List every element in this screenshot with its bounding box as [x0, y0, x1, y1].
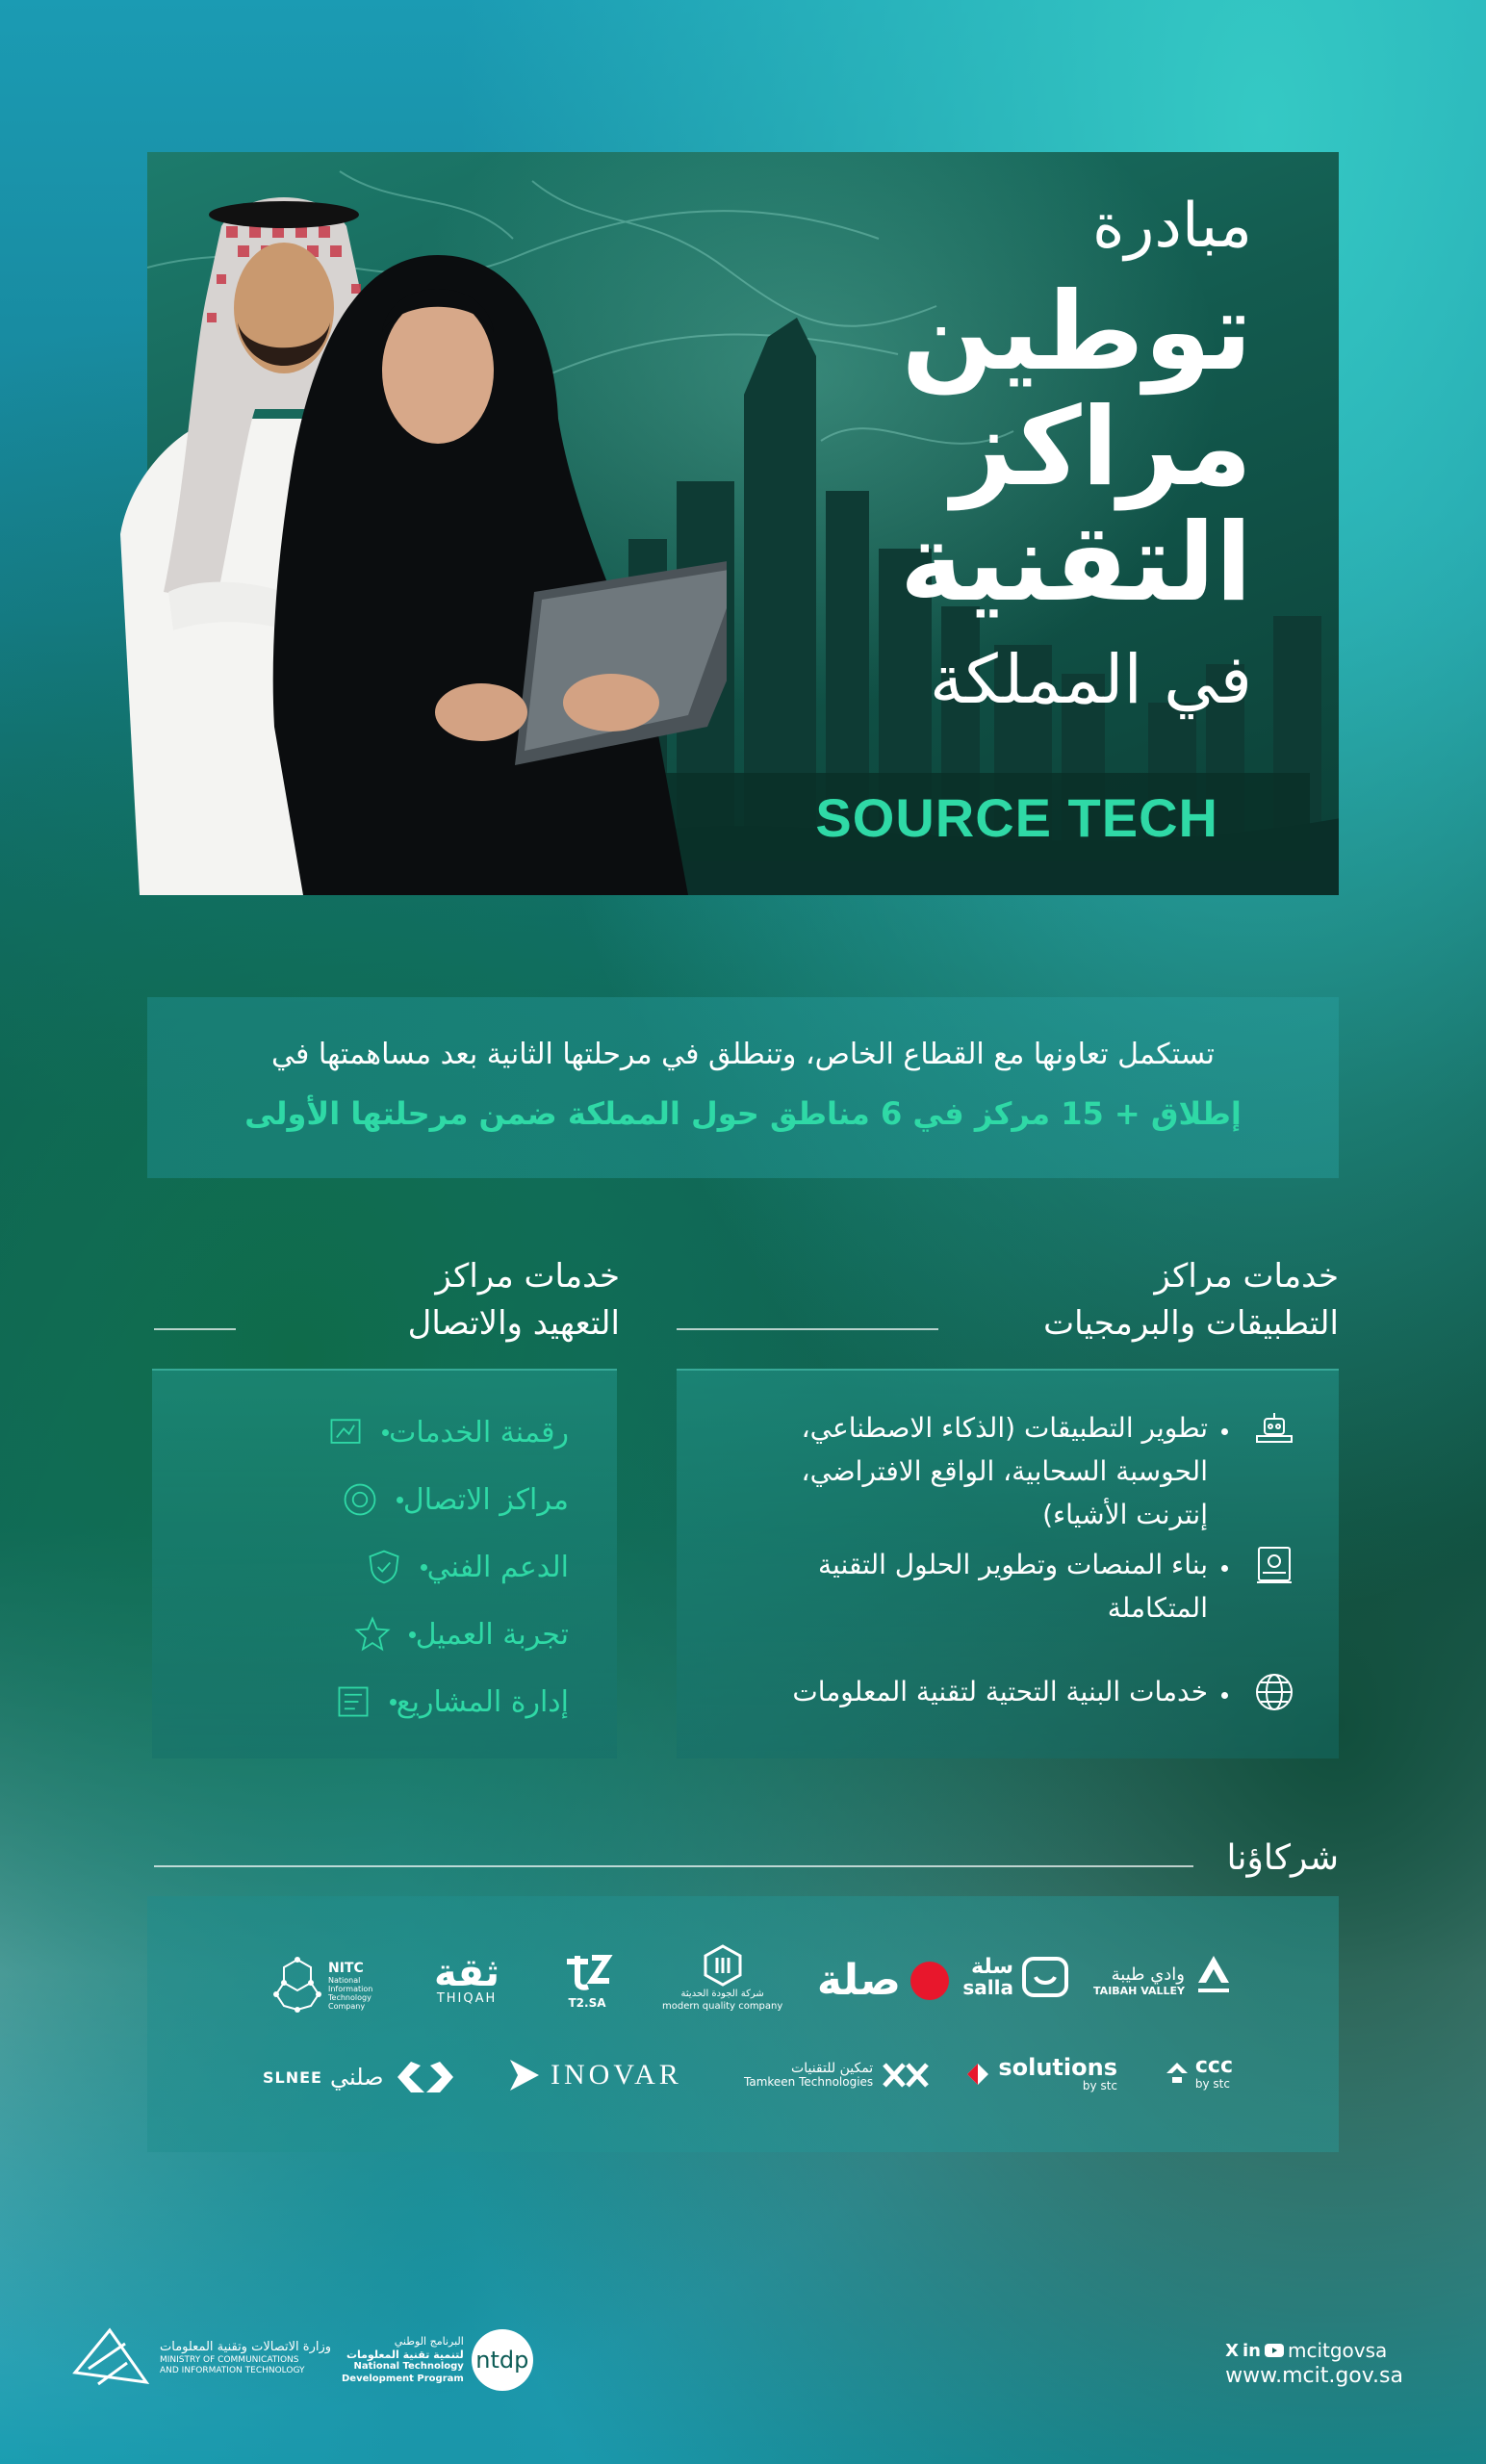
- hero-line-tech: التقنية: [899, 500, 1252, 626]
- digitization-icon: [326, 1413, 365, 1451]
- youtube-icon[interactable]: [1265, 2344, 1284, 2357]
- ccc-stc-logo: [1165, 2055, 1233, 2091]
- outsourcing-item-text: رقمنة الخدمات: [389, 1415, 569, 1450]
- outsourcing-title-line2: التعهيد والاتصال: [407, 1304, 620, 1344]
- slnee-logo: [263, 2058, 459, 2096]
- solutions-by: by stc: [1082, 2079, 1117, 2093]
- t2-mark-icon: [561, 1952, 613, 1996]
- t2-en: T2.SA: [568, 1996, 606, 2010]
- apps-title-line2: التطبيقات والبرمجيات: [1043, 1304, 1339, 1344]
- apps-services-card: [677, 1369, 1339, 1758]
- list-item: [309, 1682, 569, 1721]
- list-item: [340, 1548, 569, 1586]
- bullet: [390, 1699, 397, 1706]
- hero-title: [675, 191, 1252, 719]
- hero-line-localization: توطين: [901, 270, 1252, 395]
- platform-gear-icon: [1253, 1544, 1295, 1586]
- salla-bag-icon: [1021, 1956, 1069, 1998]
- ccc-arrow-icon: [1165, 2061, 1190, 2086]
- solutions-stc-logo: [965, 2055, 1117, 2093]
- mcit-en1: MINISTRY OF COMMUNICATIONS: [160, 2354, 299, 2365]
- mcit-emblem-icon: [69, 2324, 152, 2392]
- website-link[interactable]: www.mcit.gov.sa: [1225, 2364, 1403, 2388]
- bullet: [1221, 1692, 1228, 1699]
- mcit-en2: AND INFORMATION TECHNOLOGY: [160, 2366, 305, 2376]
- quality-ar: شركة الجودة الحديثة: [680, 1989, 764, 1999]
- sela-ar: صلة: [816, 1956, 901, 2005]
- outsourcing-item-text: مراكز الاتصال: [402, 1482, 569, 1517]
- taibah-valley-logo: [1093, 1954, 1233, 2008]
- outsourcing-item-text: تجربة العميل: [415, 1617, 569, 1652]
- salla-logo: [962, 1956, 1069, 1998]
- outsourcing-title-divider: [154, 1328, 236, 1330]
- apps-item-text: بناء المنصات وتطوير الحلول التقنية المتكاملة: [818, 1549, 1208, 1624]
- mcit-ar: وزارة الاتصالات وتقنية المعلومات: [160, 2339, 332, 2354]
- thiqah-logo: [434, 1951, 500, 2006]
- solutions-main: solutions: [998, 2054, 1117, 2081]
- apps-title-divider: [677, 1328, 938, 1330]
- bullet: [1221, 1428, 1228, 1435]
- ntdp-ar2: لتنمية تقنية المعلومات: [346, 2348, 464, 2361]
- partners-divider: [154, 1865, 1193, 1867]
- salla-en: salla: [962, 1976, 1013, 1999]
- inovar-arrow-icon: [508, 2058, 541, 2092]
- tamkeen-ar: تمكين للتقنيات: [791, 2061, 874, 2076]
- slnee-en: SLNEE: [263, 2067, 322, 2087]
- bullet: [409, 1631, 416, 1638]
- social-links: [1225, 2339, 1403, 2362]
- nitc-sub: National Information Technology Company: [328, 1976, 373, 2011]
- list-item: [316, 1480, 569, 1519]
- outsourcing-section-title: [158, 1253, 620, 1348]
- social-handle[interactable]: mcitgovsa: [1287, 2339, 1388, 2362]
- taibah-valley-mark-icon: [1194, 1954, 1233, 2008]
- nitc-logo: [272, 1956, 405, 2015]
- ntdp-en1: National Technology: [353, 2361, 464, 2373]
- bullet: [382, 1429, 389, 1436]
- taibah-en: TAIBAH VALLEY: [1093, 1985, 1185, 1997]
- project-board-icon: [334, 1682, 372, 1721]
- source-tech-badge: SOURCE TECH: [636, 773, 1310, 861]
- ntdp-mark: ntdp: [472, 2329, 533, 2391]
- ccc-main: ccc: [1194, 2054, 1233, 2078]
- footer-contact: [1225, 2339, 1403, 2388]
- bullet: [397, 1497, 403, 1503]
- apps-item-text: خدمات البنية التحتية لتقنية المعلومات: [792, 1676, 1208, 1707]
- support-shield-icon: [365, 1548, 403, 1586]
- ccc-by: by stc: [1194, 2077, 1230, 2092]
- outsourcing-title-line1: خدمات مراكز: [435, 1257, 620, 1296]
- bullet: [421, 1564, 427, 1571]
- solutions-diamond-icon: [965, 2062, 990, 2087]
- hero-line-kingdom: في المملكة: [929, 640, 1252, 719]
- list-item: [727, 1544, 1295, 1630]
- outsourcing-item-text: إدارة المشاريع: [396, 1684, 569, 1719]
- sela-logo: [817, 1956, 949, 2005]
- nitc-en: NITC: [328, 1961, 364, 1976]
- info-line-intro: تستكمل تعاونها مع القطاع الخاص، وتنطلق في مرحلتها الثانية بعد مساهمتها في: [271, 1038, 1215, 1071]
- globe-icon: [1253, 1671, 1295, 1713]
- nitc-hex-network-icon: [272, 1956, 322, 2015]
- slnee-ar: صلني: [329, 2064, 384, 2091]
- ntdp-en2: Development Program: [342, 2373, 464, 2384]
- tamkeen-logo: [744, 2062, 933, 2090]
- apps-section-title: [800, 1253, 1339, 1348]
- modern-quality-logo: [662, 1944, 782, 2012]
- info-banner: [147, 997, 1339, 1178]
- list-item: [727, 1671, 1295, 1714]
- ntdp-logo: [342, 2329, 533, 2391]
- sela-red-dot-icon: [910, 1962, 949, 2000]
- tamkeen-en: Tamkeen Technologies: [744, 2075, 874, 2090]
- list-item: [328, 1615, 569, 1654]
- outsourcing-services-card: [152, 1369, 617, 1758]
- call-center-icon: [341, 1480, 379, 1519]
- list-item: [301, 1413, 569, 1451]
- quality-en: modern quality company: [662, 2001, 783, 2012]
- thiqah-ar: ثقة: [434, 1951, 500, 1995]
- info-line-highlight: إطلاق + 15 مركز في 6 مناطق حول المملكة ضمن مرحلتها الأولى: [244, 1095, 1242, 1132]
- ntdp-ar1: البرنامج الوطني: [394, 2334, 464, 2348]
- bullet: [1221, 1565, 1228, 1572]
- inovar-en: INOVAR: [551, 2059, 682, 2091]
- mcit-logo: [69, 2324, 331, 2392]
- hero-line-initiative: مبادرة: [1091, 191, 1252, 262]
- t2-logo: [561, 1952, 613, 2010]
- outsourcing-item-text: الدعم الفني: [426, 1550, 569, 1584]
- thiqah-en: THIQAH: [436, 1991, 498, 2006]
- salla-ar: سلة: [971, 1955, 1013, 1979]
- linkedin-icon[interactable]: in: [1243, 2340, 1261, 2361]
- taibah-ar: وادي طيبة: [1111, 1964, 1185, 1985]
- list-item: [727, 1407, 1295, 1536]
- inovar-logo: [508, 2058, 682, 2092]
- star-icon: [353, 1615, 392, 1654]
- quality-hexagon-icon: [702, 1944, 744, 1987]
- hero-line-centers: مراكز: [951, 385, 1252, 510]
- apps-item-text: تطوير التطبيقات (الذكاء الاصطناعي، الحوسبة السحابية، الواقع الافتراضي، إنترنت الأشياء): [801, 1412, 1208, 1530]
- apps-title-line1: خدمات مراكز: [1154, 1257, 1339, 1296]
- tamkeen-x-icon: [883, 2063, 933, 2088]
- woman-figure: [273, 255, 727, 895]
- slnee-chain-icon: [392, 2058, 459, 2096]
- people-illustration: [72, 188, 727, 895]
- partners-logos-panel: [147, 1896, 1339, 2152]
- robot-icon: [1253, 1407, 1295, 1450]
- partners-title: شركاؤنا: [1226, 1838, 1339, 1878]
- x-icon[interactable]: X: [1225, 2340, 1239, 2361]
